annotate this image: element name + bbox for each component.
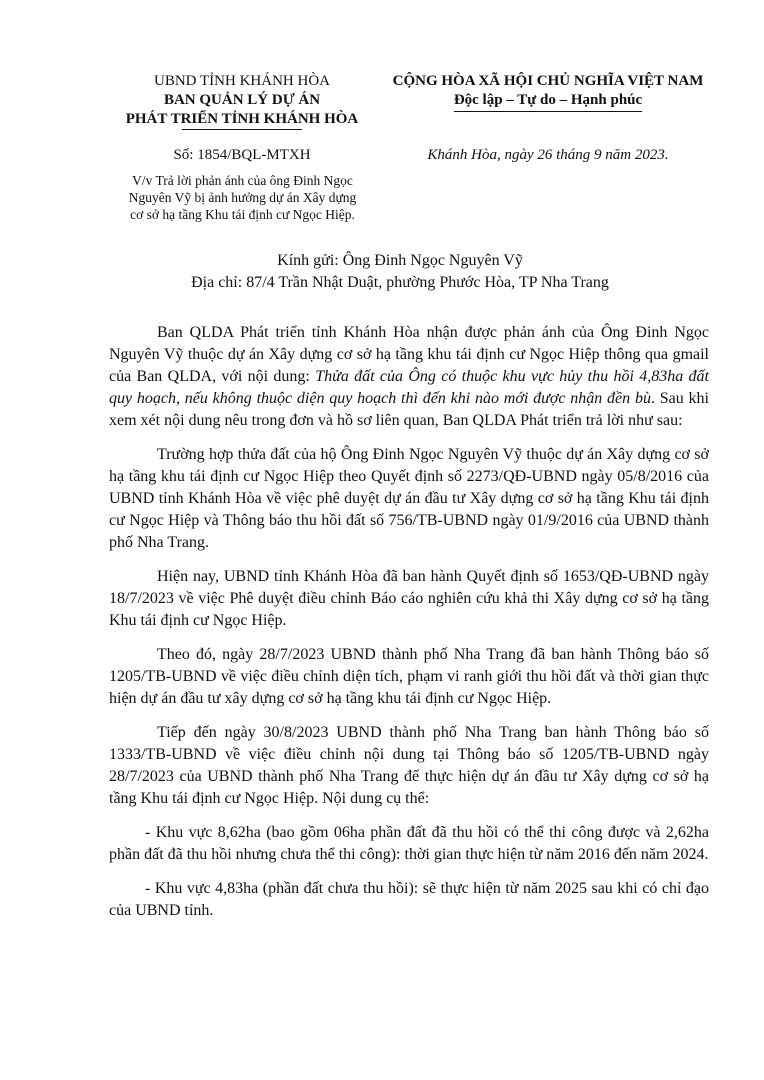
paragraph-7: - Khu vực 4,83ha (phần đất chưa thu hồi): sẽ thực hiện từ năm 2025 sau khi có chỉ đạo của UBND tỉnh. — [109, 880, 709, 919]
document-number — [92, 147, 392, 164]
subject-line-1: V/v Trả lời phản ánh của ông Đinh Ngọc — [132, 173, 353, 188]
document-number-value: 1854 — [197, 147, 228, 163]
paragraph-1-start: Ban QLDA Phát triển tỉnh Khánh Hòa nhận được phản ánh của Ông Đinh Ngọc Nguyên Vỹ thuộc dự án Xây dựng cơ sở hạ tầng khu tái định cư Ngọc Hiệp thông qua gmail của Ban QLDA, với nội dung: — [109, 324, 709, 385]
agency-line-2: BAN QUẢN LÝ DỰ ÁN — [163, 92, 321, 108]
document-number-suffix: /BQL-MTXH — [227, 147, 311, 163]
national-motto: Độc lập – Tự do – Hạnh phúc — [454, 91, 642, 112]
paragraph-3: Hiện nay, UBND tỉnh Khánh Hòa đã ban hành Quyết định số 1653/QĐ-UBND ngày 18/7/2023 về việc Phê duyệt điều chỉnh Báo cáo nghiên cứu khả thi Xây dựng cơ sở hạ tầng Khu tái định cư Ngọc Hiệp. — [109, 568, 709, 629]
paragraph-1-quote: Thửa đất của Ông có thuộc khu vực hủy thu hồi 4,83ha đất quy hoạch, nếu không thuộc diện quy hoạch thì đến khi nào mới được nhận đền bù — [109, 368, 710, 407]
paragraph-1-end: . Sau khi xem xét nội dung nêu trong đơn và hồ sơ liên quan, Ban QLDA Phát triển trả lời như sau: — [109, 390, 710, 429]
recipient-address: Địa chỉ: 87/4 Trần Nhật Duật, phường Phước Hòa, TP Nha Trang — [191, 274, 609, 291]
paragraph-2: Trường hợp thửa đất của hộ Ông Đinh Ngọc Nguyên Vỹ thuộc dự án Xây dựng cơ sở hạ tầng khu tái định cư Ngọc Hiệp theo Quyết định số 2273/QĐ-UBND ngày 05/8/2016 của UBND tỉnh Khánh Hòa về việc phê duyệt dự án đầu tư Xây dựng cơ sở hạ tầng Khu tái định cư Ngọc Hiệp và Thông báo thu hồi đất số 756/TB-UBND ngày 01/9/2016 của UBND thành phố Nha Trang. — [109, 446, 709, 551]
agency-line-1: UBND TỈNH KHÁNH HÒA — [154, 73, 330, 89]
recipient-block — [100, 250, 700, 294]
subject-line-2: Nguyên Vỹ bị ảnh hưởng dự án Xây dựng — [128, 190, 357, 205]
paragraph-6: - Khu vực 8,62ha (bao gồm 06ha phần đất đã thu hồi có thể thi công được và 2,62ha phần đất đã thu hồi nhưng chưa thể thi công): thời gian thực hiện từ năm 2016 đến năm 2024. — [109, 824, 709, 863]
national-title: CỘNG HÒA XÃ HỘI CHỦ NGHĨA VIỆT NAM — [392, 73, 704, 89]
agency-line-3: PHÁT TRIỂN TỈNH KHÁNH HÒA — [125, 111, 359, 127]
document-number-prefix: Số: — [173, 147, 198, 163]
letter-body — [109, 322, 709, 934]
document-date: Khánh Hòa, ngày 26 tháng 9 năm 2023. — [427, 147, 669, 163]
paragraph-5: Tiếp đến ngày 30/8/2023 UBND thành phố Nha Trang ban hành Thông báo số 1333/TB-UBND về việc điều chỉnh nội dung tại Thông báo số 1205/TB-UBND ngày 28/7/2023 của UBND thành phố Nha Trang để thực hiện dự án đầu tư Xây dựng cơ sở hạ tầng Khu tái định cư Ngọc Hiệp. Nội dung cụ thể: — [109, 724, 709, 807]
paragraph-4: Theo đó, ngày 28/7/2023 UBND thành phố Nha Trang đã ban hành Thông báo số 1205/TB-UBND về việc điều chỉnh diện tích, phạm vi ranh giới thu hồi đất và thời gian thực hiện dự án đầu tư xây dựng cơ sở hạ tầng khu tái định cư Ngọc Hiệp. — [109, 646, 709, 707]
document-subject — [100, 172, 385, 223]
subject-line-3: cơ sở hạ tầng Khu tái định cư Ngọc Hiệp. — [130, 207, 355, 222]
recipient-name: Kính gửi: Ông Đinh Ngọc Nguyên Vỹ — [277, 252, 523, 269]
national-header — [362, 72, 734, 112]
issuing-agency — [92, 72, 392, 130]
paragraph-1 — [109, 322, 709, 432]
agency-underline — [182, 129, 302, 130]
